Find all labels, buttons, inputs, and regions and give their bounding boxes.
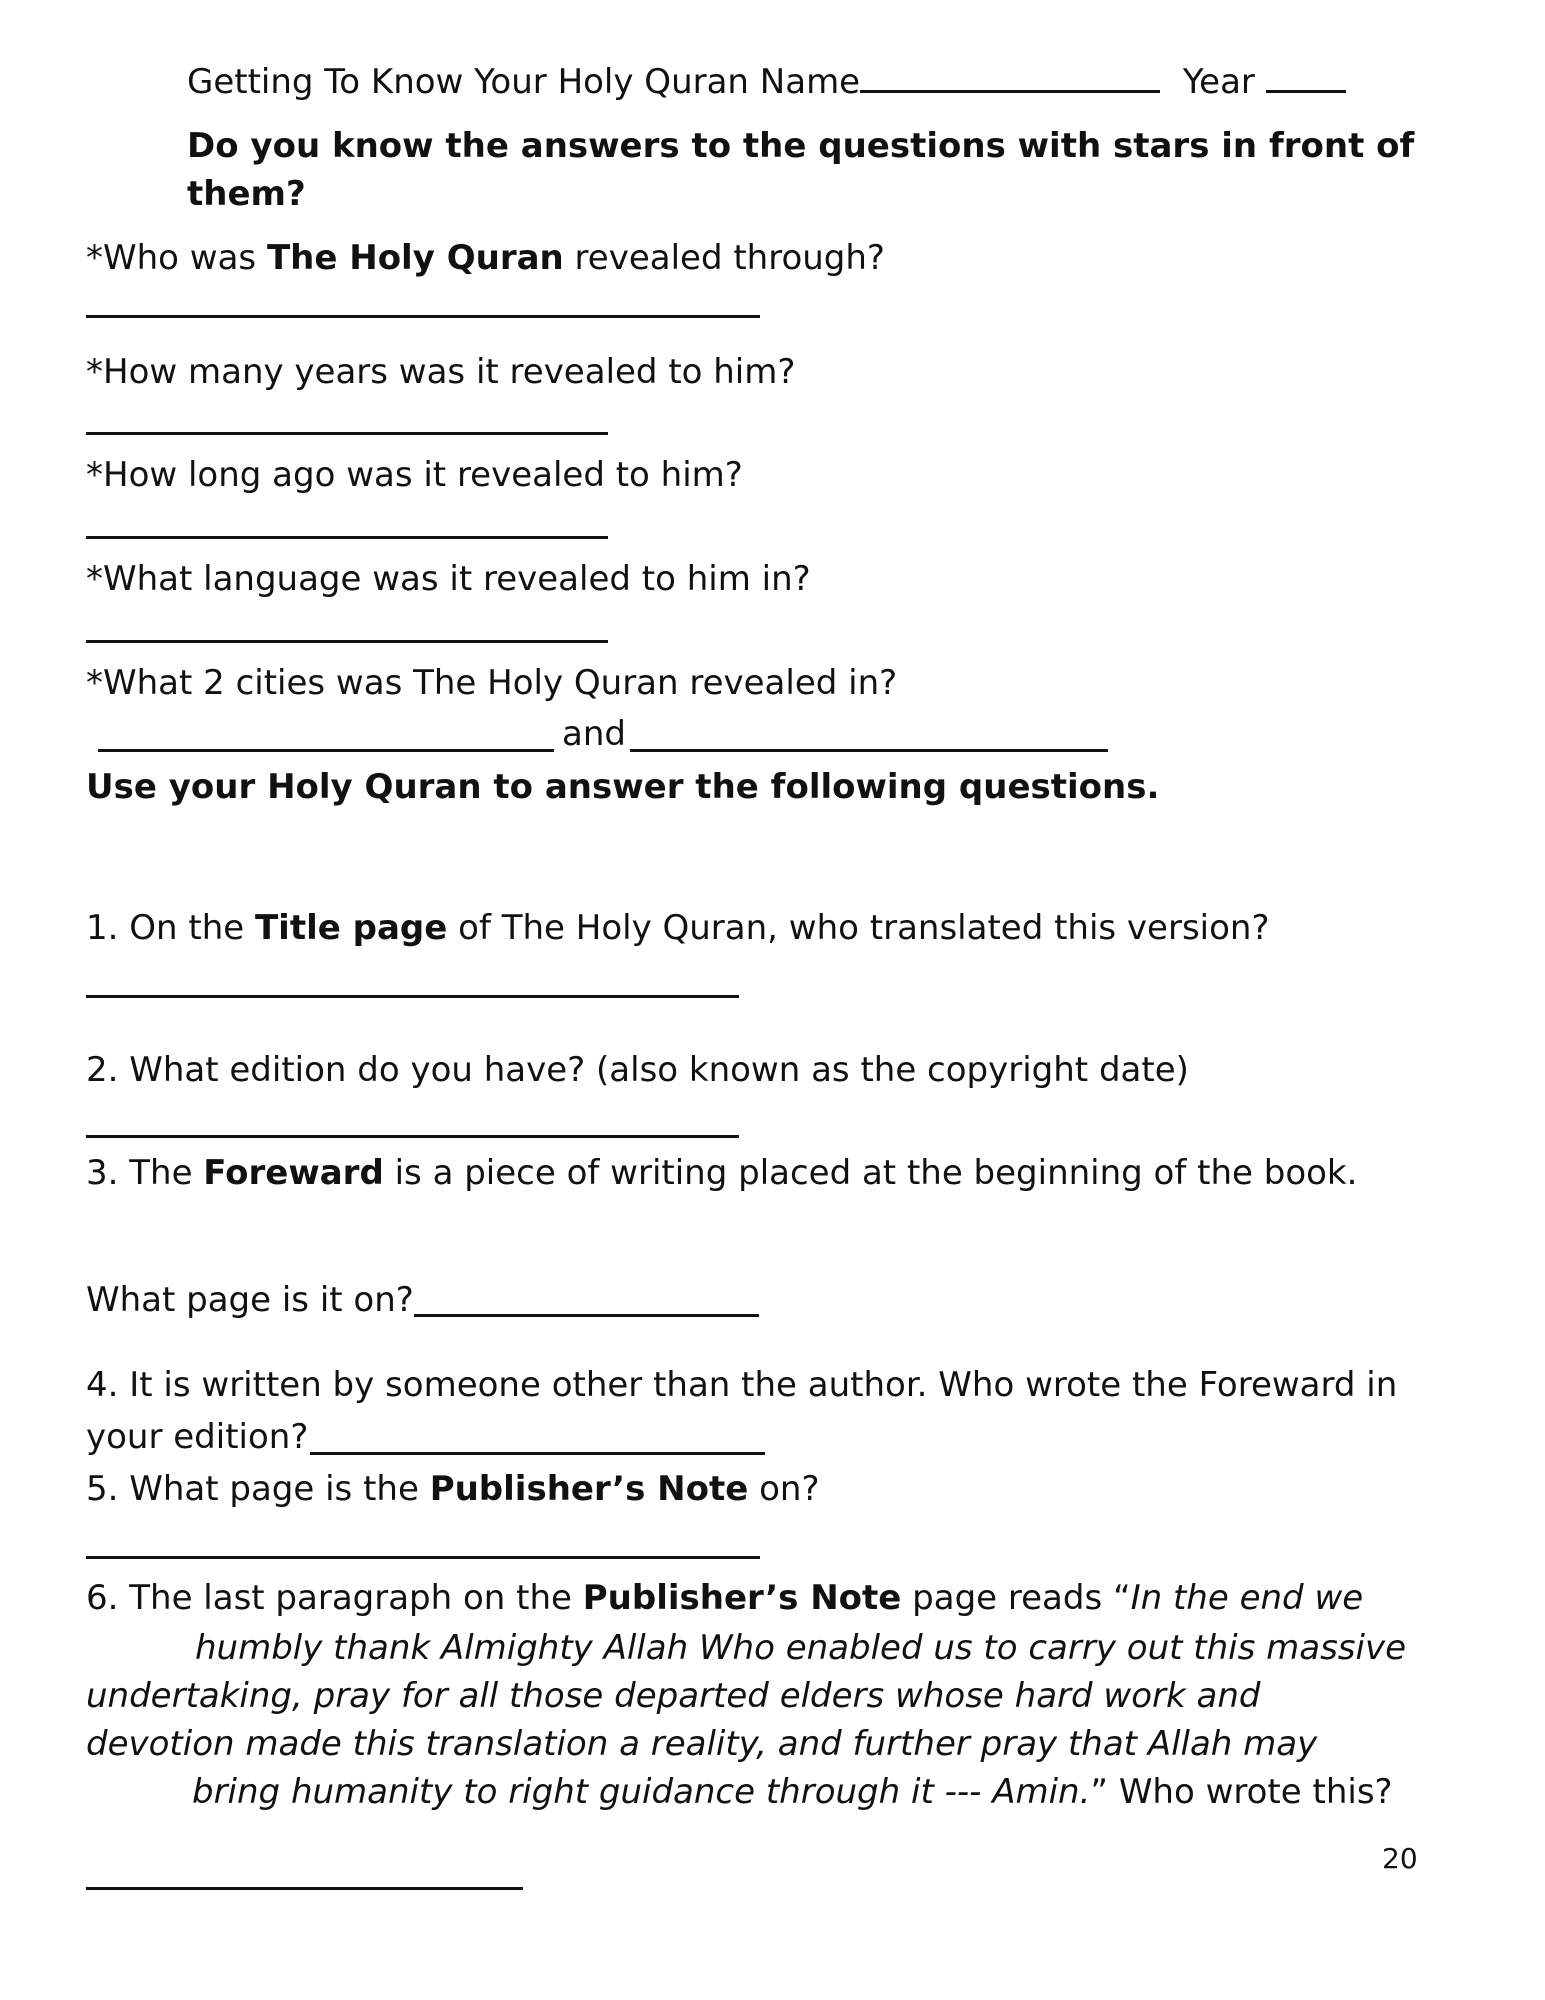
header-line xyxy=(187,60,1346,104)
question-6-quote-line-4: devotion made this translation a reality, and further pray that Allah may xyxy=(86,1724,1318,1764)
answer-line-starred-1[interactable] xyxy=(86,315,760,318)
answer-line-6[interactable] xyxy=(86,1887,523,1890)
question-3-page-label: What page is it on? xyxy=(86,1280,414,1320)
question-4-line-1: 4. It is written by someone other than the author. Who wrote the Foreward in xyxy=(86,1365,1398,1405)
question-6-line-1: 6. The last paragraph on the Publisher’s Note page reads “In the end we xyxy=(86,1578,1364,1618)
name-label: Name xyxy=(759,62,861,102)
answer-line-starred-4[interactable] xyxy=(86,640,608,643)
answer-line-starred-3[interactable] xyxy=(86,536,608,539)
answer-line-1[interactable] xyxy=(86,995,739,998)
starred-question-1: *Who was The Holy Quran revealed through? xyxy=(86,238,885,278)
answer-line-4[interactable] xyxy=(310,1452,765,1455)
starred-question-5: *What 2 cities was The Holy Quran revealed in? xyxy=(86,663,898,703)
and-label: and xyxy=(562,714,626,754)
instruction: Use your Holy Quran to answer the following questions. xyxy=(86,767,1160,807)
starred-question-3: *How long ago was it revealed to him? xyxy=(86,455,743,495)
year-label: Year xyxy=(1182,62,1255,102)
question-1: 1. On the Title page of The Holy Quran, who translated this version? xyxy=(86,908,1270,948)
question-5: 5. What page is the Publisher’s Note on? xyxy=(86,1469,820,1509)
answer-line-city-2[interactable] xyxy=(630,749,1108,752)
answer-line-city-1[interactable] xyxy=(98,749,554,752)
year-field[interactable] xyxy=(1266,90,1346,93)
question-4-line-2: your edition? xyxy=(86,1417,309,1457)
worksheet-title: Getting To Know Your Holy Quran xyxy=(187,62,749,102)
intro-line-1: Do you know the answers to the questions with stars in front of xyxy=(187,126,1415,166)
name-field[interactable] xyxy=(860,90,1160,93)
starred-question-2: *How many years was it revealed to him? xyxy=(86,352,796,392)
answer-line-starred-2[interactable] xyxy=(86,432,608,435)
question-6-quote-line-2: humbly thank Almighty Allah Who enabled us to carry out this massive xyxy=(195,1628,1406,1668)
answer-line-2[interactable] xyxy=(86,1135,739,1138)
question-6-line-5: bring humanity to right guidance through it --- Amin.” Who wrote this? xyxy=(192,1772,1393,1812)
answer-line-5[interactable] xyxy=(86,1556,760,1559)
question-3: 3. The Foreward is a piece of writing placed at the beginning of the book. xyxy=(86,1153,1358,1193)
question-2: 2. What edition do you have? (also known as the copyright date) xyxy=(86,1050,1189,1090)
page-number: 20 xyxy=(1382,1842,1418,1875)
question-6-quote-line-3: undertaking, pray for all those departed elders whose hard work and xyxy=(86,1676,1261,1716)
answer-line-3[interactable] xyxy=(414,1314,759,1317)
starred-question-4: *What language was it revealed to him in? xyxy=(86,559,811,599)
intro-line-2: them? xyxy=(187,174,306,214)
